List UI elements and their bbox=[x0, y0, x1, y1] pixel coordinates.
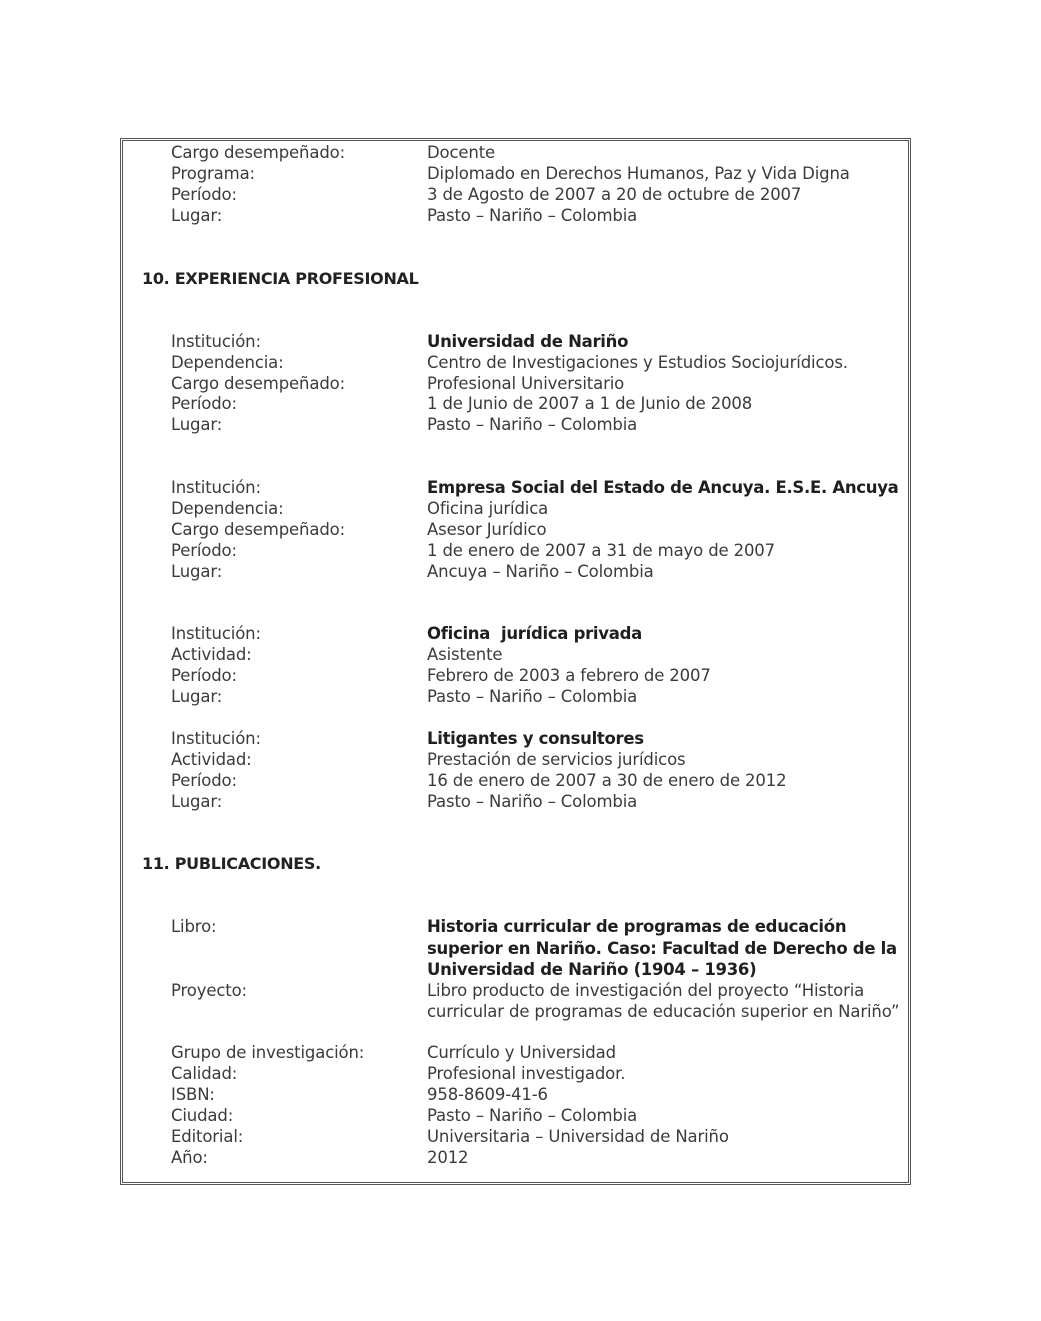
field-value: Libro producto de investigación del proyecto “Historia curricular de programas de educación superior en Nariño” bbox=[427, 981, 900, 1021]
field-value: Diplomado en Derechos Humanos, Paz y Vida Digna bbox=[427, 164, 850, 183]
institution-name: Empresa Social del Estado de Ancuya. E.S.E. Ancuya bbox=[427, 478, 899, 497]
field-label: Institución: bbox=[171, 729, 261, 748]
section-heading-publicaciones: 11. PUBLICACIONES. bbox=[142, 854, 321, 873]
field-label: Cargo desempeñado: bbox=[171, 374, 346, 393]
field-value: 16 de enero de 2007 a 30 de enero de 2012 bbox=[427, 771, 787, 790]
field-value: 1 de Junio de 2007 a 1 de Junio de 2008 bbox=[427, 394, 753, 413]
field-label: Cargo desempeñado: bbox=[171, 143, 346, 162]
field-label: Libro: bbox=[171, 917, 217, 936]
field-value: 958-8609-41-6 bbox=[427, 1085, 548, 1104]
institution-name: Universidad de Nariño bbox=[427, 332, 629, 351]
field-label: Lugar: bbox=[171, 792, 223, 811]
field-value: Pasto – Nariño – Colombia bbox=[427, 687, 638, 706]
field-label: Ciudad: bbox=[171, 1106, 234, 1125]
field-value: 1 de enero de 2007 a 31 de mayo de 2007 bbox=[427, 541, 776, 560]
field-label: Dependencia: bbox=[171, 499, 284, 518]
field-value: Currículo y Universidad bbox=[427, 1043, 616, 1062]
field-value: Oficina jurídica bbox=[427, 499, 549, 518]
field-label: Período: bbox=[171, 666, 237, 685]
field-value: Pasto – Nariño – Colombia bbox=[427, 206, 638, 225]
institution-name: Oficina jurídica privada bbox=[427, 624, 642, 643]
field-value: 2012 bbox=[427, 1148, 469, 1167]
field-label: Programa: bbox=[171, 164, 255, 183]
field-value: Profesional Universitario bbox=[427, 374, 625, 393]
field-value: Asistente bbox=[427, 645, 503, 664]
field-label: Lugar: bbox=[171, 562, 223, 581]
field-value: Asesor Jurídico bbox=[427, 520, 547, 539]
section-heading-experiencia: 10. EXPERIENCIA PROFESIONAL bbox=[142, 269, 419, 288]
field-label: Proyecto: bbox=[171, 981, 247, 1000]
field-value: Pasto – Nariño – Colombia bbox=[427, 415, 638, 434]
field-value: Profesional investigador. bbox=[427, 1064, 626, 1083]
field-label: Institución: bbox=[171, 478, 261, 497]
field-value: 3 de Agosto de 2007 a 20 de octubre de 2007 bbox=[427, 185, 802, 204]
field-value: Centro de Investigaciones y Estudios Sociojurídicos. bbox=[427, 353, 848, 372]
field-label: Cargo desempeñado: bbox=[171, 520, 346, 539]
book-title: Historia curricular de programas de educación superior en Nariño. Caso: Facultad de Derecho de la Universidad de Nariño (1904 – 1936) bbox=[427, 917, 897, 979]
field-label: Actividad: bbox=[171, 645, 252, 664]
field-value: Pasto – Nariño – Colombia bbox=[427, 1106, 638, 1125]
field-label: Calidad: bbox=[171, 1064, 238, 1083]
institution-name: Litigantes y consultores bbox=[427, 729, 644, 748]
field-label: Grupo de investigación: bbox=[171, 1043, 365, 1062]
field-label: Período: bbox=[171, 185, 237, 204]
field-label: Período: bbox=[171, 541, 237, 560]
field-label: Año: bbox=[171, 1148, 208, 1167]
field-label: Lugar: bbox=[171, 206, 223, 225]
field-label: Editorial: bbox=[171, 1127, 244, 1146]
field-label: Institución: bbox=[171, 332, 261, 351]
field-label: Lugar: bbox=[171, 415, 223, 434]
field-label: Dependencia: bbox=[171, 353, 284, 372]
field-value: Febrero de 2003 a febrero de 2007 bbox=[427, 666, 711, 685]
field-label: Período: bbox=[171, 771, 237, 790]
field-label: ISBN: bbox=[171, 1085, 215, 1104]
field-label: Lugar: bbox=[171, 687, 223, 706]
field-value: Pasto – Nariño – Colombia bbox=[427, 792, 638, 811]
field-label: Actividad: bbox=[171, 750, 252, 769]
field-value: Universitaria – Universidad de Nariño bbox=[427, 1127, 729, 1146]
field-value: Ancuya – Nariño – Colombia bbox=[427, 562, 654, 581]
field-value: Docente bbox=[427, 143, 496, 162]
field-value: Prestación de servicios jurídicos bbox=[427, 750, 686, 769]
field-label: Institución: bbox=[171, 624, 261, 643]
field-label: Período: bbox=[171, 394, 237, 413]
